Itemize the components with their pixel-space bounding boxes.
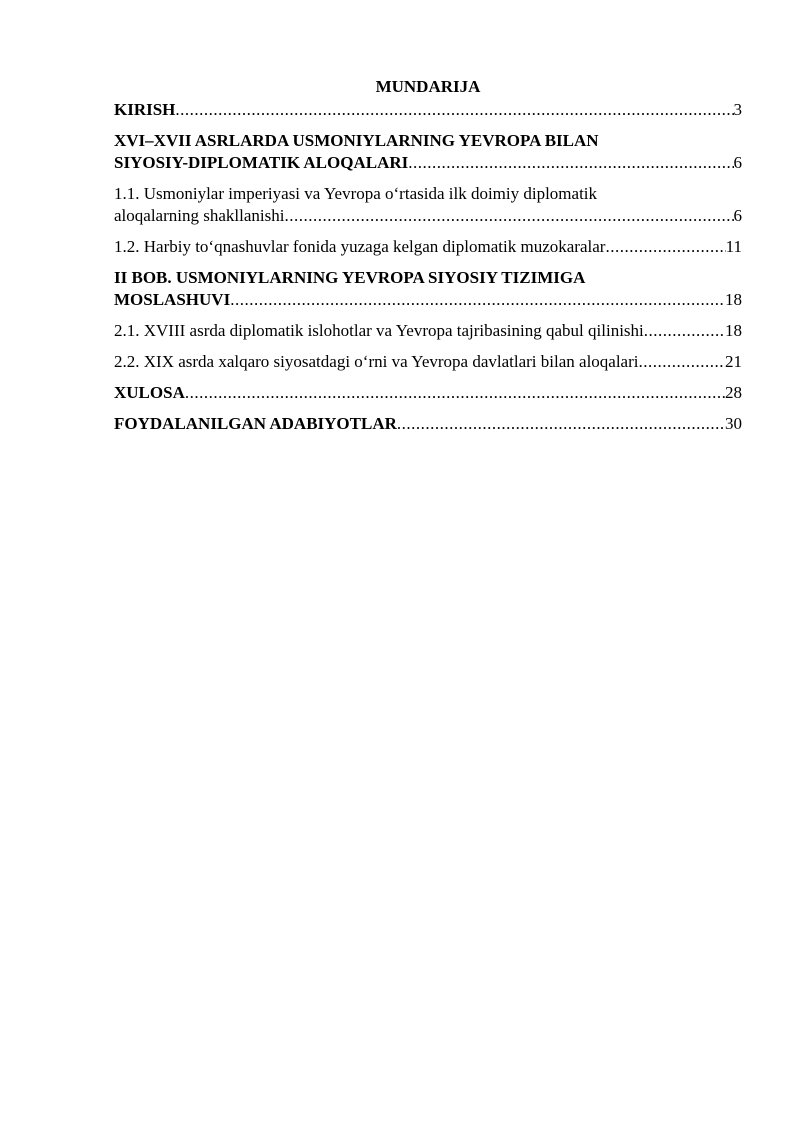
toc-page-number: 30: [725, 414, 742, 433]
toc-entry-title: KIRISH: [114, 100, 176, 119]
toc-page-number: 3: [733, 100, 742, 119]
toc-entry-title: 2.1. XVIII asrda diplomatik islohotlar va Yevropa tajribasining qabul qilinishi: [114, 321, 644, 340]
dot-leader: [397, 413, 725, 435]
dot-leader: [605, 236, 725, 258]
dot-leader: [639, 351, 726, 373]
toc-entry-leader-row: [114, 99, 742, 121]
toc-title: MUNDARIJA: [375, 77, 481, 96]
toc-list: [114, 99, 742, 435]
toc-page-number: 11: [725, 237, 742, 256]
toc-entry-leader-row: [114, 413, 742, 435]
dot-leader: [644, 320, 725, 342]
toc-entry-leader-row: [114, 320, 742, 342]
toc-entry-title: MOSLASHUVI: [114, 290, 231, 309]
toc-entry[interactable]: [114, 351, 742, 373]
dot-leader: [408, 152, 733, 174]
toc-entry[interactable]: [114, 382, 742, 404]
toc-entry-leader-row: [114, 382, 742, 404]
toc-entry-leader-row: [114, 289, 742, 311]
toc-entry[interactable]: [114, 99, 742, 121]
dot-leader: [230, 289, 725, 311]
toc-entry[interactable]: [114, 130, 742, 174]
toc-entry-title: 1.2. Harbiy to‘qnashuvlar fonida yuzaga kelgan diplomatik muzokaralar: [114, 237, 606, 256]
toc-entry-leader-row: [114, 236, 742, 258]
toc-entry-title: 2.2. XIX asrda xalqaro siyosatdagi o‘rni va Yevropa davlatlari bilan aloqalari: [114, 352, 639, 371]
toc-entry-line: II BOB. USMONIYLARNING YEVROPA SIYOSIY TIZIMIGA: [114, 268, 586, 287]
toc-entry[interactable]: [114, 413, 742, 435]
dot-leader: [284, 205, 733, 227]
toc-page-number: 18: [725, 321, 742, 340]
dot-leader: [185, 382, 725, 404]
toc-page-number: 28: [725, 383, 742, 402]
toc-entry[interactable]: [114, 320, 742, 342]
toc-entry-leader-row: [114, 152, 742, 174]
toc-entry[interactable]: [114, 183, 742, 227]
toc-page-number: 6: [733, 206, 742, 225]
toc-entry-line: XVI–XVII ASRLARDA USMONIYLARNING YEVROPA BILAN: [114, 131, 599, 150]
toc-entry[interactable]: [114, 267, 742, 311]
toc-entry-leader-row: [114, 205, 742, 227]
toc-entry-title: FOYDALANILGAN ADABIYOTLAR: [114, 414, 397, 433]
dot-leader: [175, 99, 733, 121]
toc-entry-title: aloqalarning shakllanishi: [114, 206, 285, 225]
toc-entry[interactable]: [114, 236, 742, 258]
toc-entry-title: SIYOSIY-DIPLOMATIK ALOQALARI: [114, 153, 409, 172]
toc-entry-leader-row: [114, 351, 742, 373]
toc-entry-title: XULOSA: [114, 383, 185, 402]
toc-page-number: 18: [725, 290, 742, 309]
toc-entry-line: 1.1. Usmoniylar imperiyasi va Yevropa o‘rtasida ilk doimiy diplomatik: [114, 184, 598, 203]
toc-page-number: 21: [725, 352, 742, 371]
document-page: [114, 76, 742, 444]
toc-page-number: 6: [733, 153, 742, 172]
